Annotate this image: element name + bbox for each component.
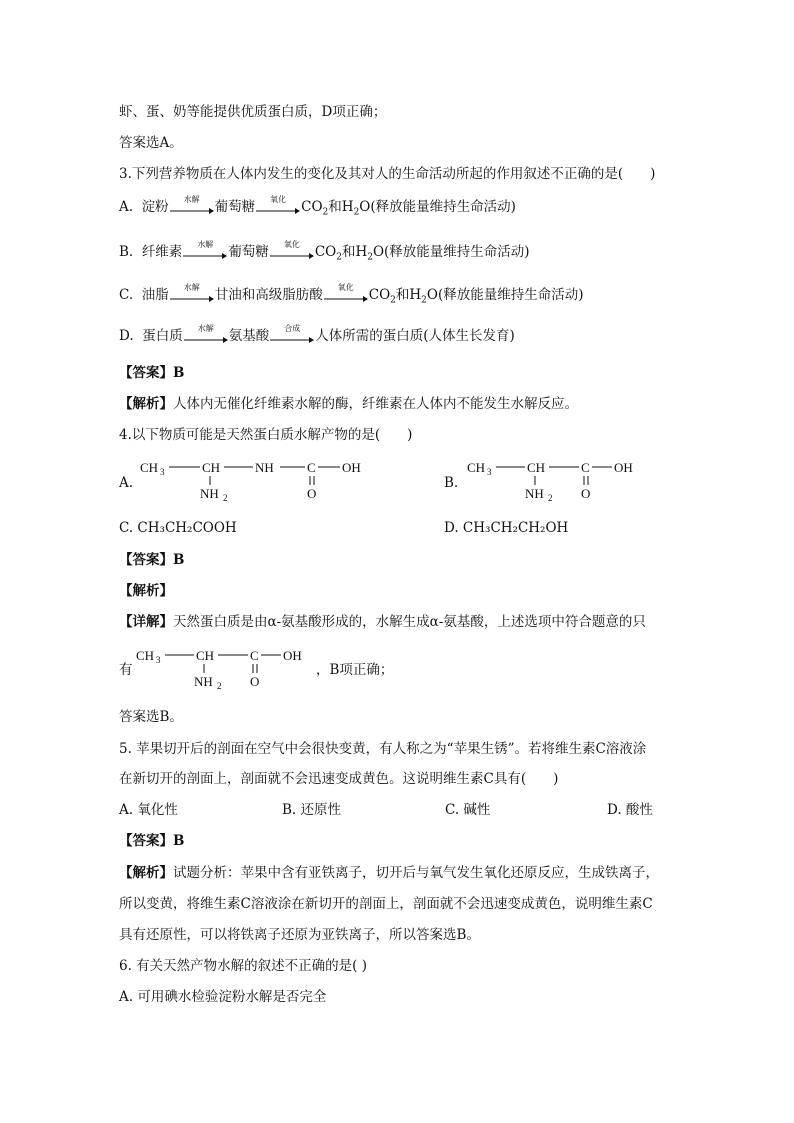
svg-text:O: O bbox=[307, 486, 317, 501]
explanation-5-line-3: 具有还原性，可以将铁离子还原为亚铁离子，所以答案选B。 bbox=[119, 927, 480, 943]
option-4a-label: A. bbox=[119, 475, 134, 491]
svg-text:2: 2 bbox=[223, 493, 228, 503]
text-line: 虾、蛋、奶等能提供优质蛋白质，D项正确； bbox=[119, 104, 387, 120]
arrow-label: 合成 bbox=[284, 324, 301, 333]
arrow-label: 氧化 bbox=[283, 240, 300, 249]
svg-text:C: C bbox=[307, 460, 316, 475]
reactant: 蛋白质 bbox=[142, 328, 183, 344]
reaction-arrow-icon bbox=[170, 195, 214, 214]
svg-text:OH: OH bbox=[283, 648, 302, 663]
reaction-arrow-icon bbox=[270, 324, 314, 343]
answer-5: 【答案】B bbox=[119, 833, 185, 849]
reaction-arrow-icon bbox=[184, 324, 228, 343]
option-4d: D. CH₃CH₂CH₂OH bbox=[444, 520, 569, 536]
option-4b-label: B. bbox=[444, 475, 459, 491]
svg-text:3: 3 bbox=[487, 467, 492, 477]
svg-text:3: 3 bbox=[160, 467, 165, 477]
option-6a: A. 可用碘水检验淀粉水解是否完全 bbox=[119, 989, 327, 1005]
svg-text:CH: CH bbox=[140, 460, 159, 475]
detail-4-post: ，B项正确； bbox=[316, 662, 394, 678]
detail-4-pre: 有 bbox=[119, 662, 133, 678]
answer-4: 【答案】B bbox=[119, 552, 185, 568]
arrow-label: 水解 bbox=[183, 195, 200, 204]
intermediate: 氨基酸 bbox=[228, 328, 270, 344]
svg-text:NH: NH bbox=[525, 486, 544, 501]
product: $CO_2$和$H_2O$(释放能量维持生命活动) bbox=[314, 244, 530, 263]
reaction-arrow-icon bbox=[183, 240, 227, 259]
answer-line: 答案选A。 bbox=[119, 135, 183, 151]
svg-text:NH: NH bbox=[255, 460, 274, 475]
product: $CO_2$和$H_2O$(释放能量维持生命活动) bbox=[301, 199, 516, 218]
explanation-5-line-2: 所以变黄，将维生素C溶液涂在新切开的剖面上，剖面就不会迅速变成黄色，说明维生素C bbox=[119, 896, 653, 912]
intermediate: 葡萄糖 bbox=[228, 244, 269, 260]
explanation-5-line-1: 【解析】试题分析：苹果中含有亚铁离子，切开后与氧气发生氧化还原反应，生成铁离子， bbox=[119, 865, 659, 881]
svg-text:2: 2 bbox=[548, 493, 553, 503]
svg-text:CH: CH bbox=[202, 460, 221, 475]
svg-text:O: O bbox=[581, 486, 591, 501]
svg-text:CH: CH bbox=[196, 648, 215, 663]
option-5c: C. 碱性 bbox=[445, 802, 491, 818]
question-5-line-1: 5. 苹果切开后的剖面在空气中会很快变黄，有人称之为“苹果生锈”。若将维生素C溶液涂 bbox=[119, 741, 647, 757]
arrow-label: 水解 bbox=[183, 283, 200, 292]
svg-text:NH: NH bbox=[194, 674, 213, 689]
reactant: 纤维素 bbox=[141, 244, 183, 260]
product: $CO_2$和$H_2O$(释放能量维持生命活动) bbox=[368, 287, 584, 306]
question-6: 6. 有关天然产物水解的叙述不正确的是( ) bbox=[119, 958, 367, 974]
option-label: D. bbox=[119, 328, 134, 344]
option-4c: C. CH₃CH₂COOH bbox=[119, 520, 237, 536]
svg-text:NH: NH bbox=[200, 486, 219, 501]
option-label: A. bbox=[119, 199, 134, 215]
reaction-arrow-icon bbox=[170, 283, 214, 302]
option-3c bbox=[119, 283, 584, 310]
option-label: B. bbox=[119, 244, 134, 260]
reactant: 淀粉 bbox=[141, 199, 169, 215]
option-label: C. bbox=[119, 287, 134, 303]
svg-text:CH: CH bbox=[527, 460, 546, 475]
reaction-arrow-icon bbox=[256, 195, 300, 214]
svg-text:O: O bbox=[250, 674, 260, 689]
intermediate: 甘油和高级脂肪酸 bbox=[214, 287, 323, 303]
structure-4-detail bbox=[136, 643, 326, 693]
option-5b: B. 还原性 bbox=[282, 802, 342, 818]
detail-4: 【详解】天然蛋白质是由α-氨基酸形成的，水解生成α-氨基酸，上述选项中符合题意的只 bbox=[119, 614, 646, 630]
svg-text:OH: OH bbox=[342, 460, 361, 475]
structure-4b bbox=[467, 455, 667, 505]
reactant: 油脂 bbox=[141, 287, 169, 303]
svg-text:CH: CH bbox=[467, 460, 486, 475]
svg-text:2: 2 bbox=[217, 681, 222, 691]
arrow-label: 水解 bbox=[197, 324, 214, 333]
svg-text:C: C bbox=[581, 460, 590, 475]
question-5-line-2: 在新切开的剖面上，剖面就不会迅速变成黄色。这说明维生素C具有( ) bbox=[119, 771, 559, 787]
option-3d bbox=[119, 324, 515, 345]
svg-text:C: C bbox=[250, 648, 259, 663]
reaction-arrow-icon bbox=[270, 240, 314, 259]
answer-line-4: 答案选B。 bbox=[119, 709, 183, 725]
intermediate: 葡萄糖 bbox=[214, 199, 256, 215]
explanation-4-tag: 【解析】 bbox=[119, 583, 173, 599]
question-3: 3.下列营养物质在人体内发生的变化及其对人的生命活动所起的作用叙述不正确的是( ) bbox=[119, 166, 656, 182]
svg-text:3: 3 bbox=[156, 655, 161, 665]
structure-4a bbox=[140, 455, 390, 505]
option-3b bbox=[119, 240, 530, 267]
arrow-label: 氧化 bbox=[337, 283, 354, 292]
svg-text:CH: CH bbox=[136, 648, 155, 663]
option-3a bbox=[119, 195, 516, 222]
answer-3: 【答案】B bbox=[119, 365, 185, 381]
option-5d: D. 酸性 bbox=[607, 802, 653, 818]
reaction-arrow-icon bbox=[324, 283, 368, 302]
explanation-3: 【解析】人体内无催化纤维素水解的酶，纤维素在人体内不能发生水解反应。 bbox=[119, 396, 578, 412]
question-4: 4.以下物质可能是天然蛋白质水解产物的是( ) bbox=[119, 427, 413, 443]
arrow-label: 水解 bbox=[197, 240, 214, 249]
option-5a: A. 氧化性 bbox=[119, 802, 178, 818]
product: 人体所需的蛋白质(人体生长发育) bbox=[315, 328, 515, 344]
arrow-label: 氧化 bbox=[270, 195, 287, 204]
svg-text:OH: OH bbox=[614, 460, 633, 475]
